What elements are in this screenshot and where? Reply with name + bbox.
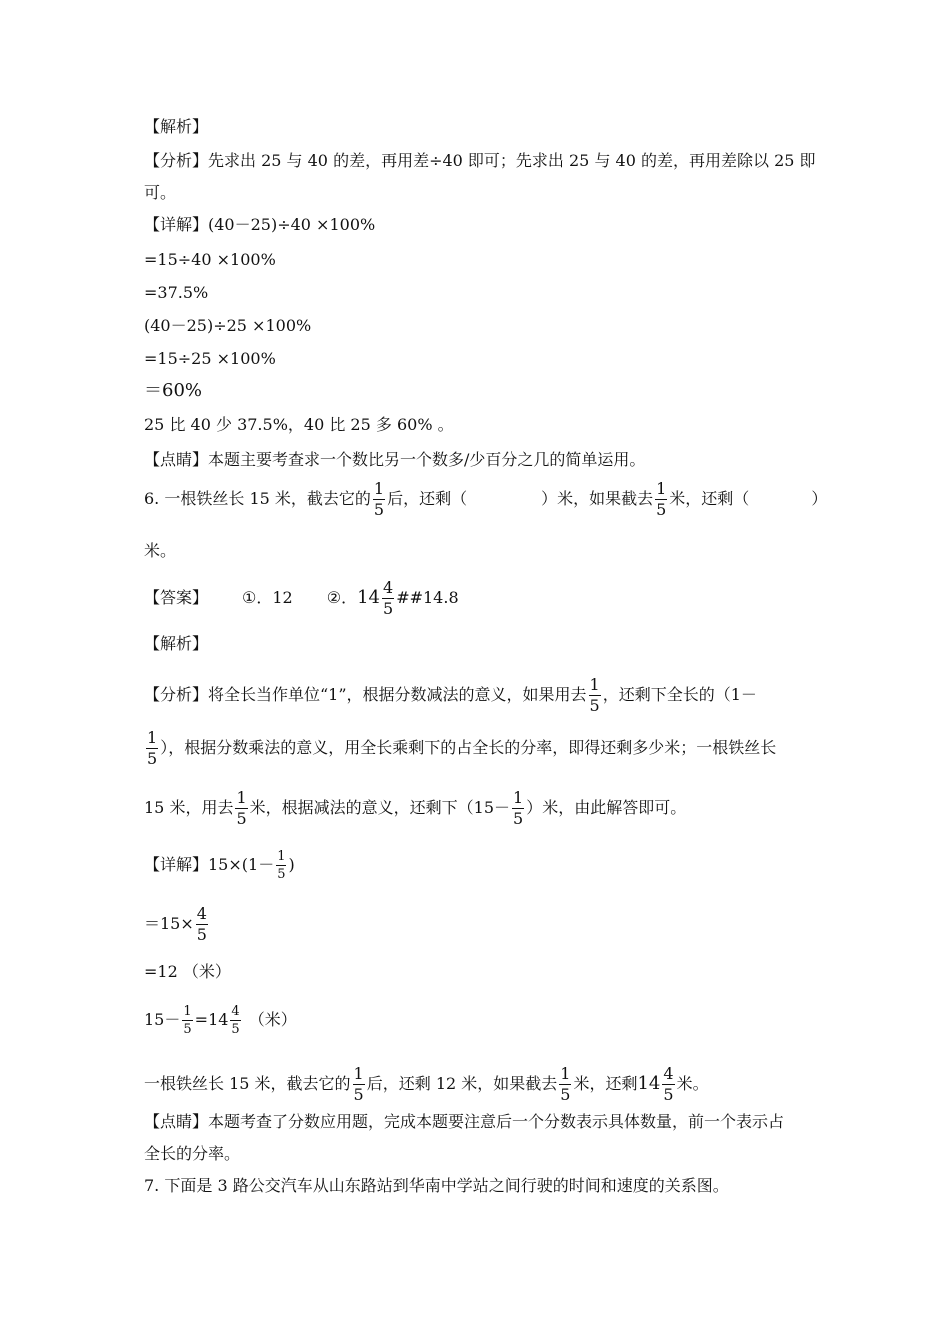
question-6-line-1: 6. 一根铁丝长 15 米，截去它的 $\frac{1}{5}$ 后，还剩（ ）米，如果截去 $\frac{1}{5}$ 米，还剩（ ） <box>144 479 828 519</box>
fraction-one-fifth: $\frac{1}{5}$ <box>236 788 247 828</box>
fraction-four-fifths: $\frac{4}{5}$ <box>196 904 207 944</box>
fraction-four-fifths: $\frac{4}{5}$ <box>231 1004 240 1037</box>
remark-q6-line-2: 全长的分率。 <box>144 1144 241 1163</box>
fraction-one-fifth: $\frac{1}{5}$ <box>183 1004 192 1037</box>
fraction-one-fifth: $\frac{1}{5}$ <box>513 788 524 828</box>
fraction-four-fifths: $\frac{4}{5}$ <box>383 578 394 618</box>
remark-line: 【点睛】本题主要考查求一个数比另一个数多/少百分之几的简单运用。 <box>144 450 646 469</box>
question-7: 7. 下面是 3 路公交汽车从山东路站到华南中学站之间行驶的时间和速度的关系图。 <box>144 1176 729 1195</box>
calc-step-3: (40－25)÷25 ×100% <box>144 316 312 335</box>
fraction-one-fifth: $\frac{1}{5}$ <box>656 479 667 519</box>
fraction-one-fifth: $\frac{1}{5}$ <box>589 675 600 715</box>
analysis-q6-line-3: 15 米，用去 $\frac{1}{5}$ 米，根据减法的意义，还剩下（15－ $\frac{1}{5}$ ）米，由此解答即可。 <box>144 788 687 828</box>
calc-step-4: =15÷25 ×100% <box>144 349 276 368</box>
remark-q6-line-1: 【点睛】本题考查了分数应用题，完成本题要注意后一个分数表示具体数量，前一个表示占 <box>144 1112 785 1131</box>
fraction-one-fifth: $\frac{1}{5}$ <box>147 728 158 768</box>
analysis-q6-line-2: $\frac{1}{5}$ ），根据分数乘法的意义，用全长乘剩下的占全长的分率，即得还剩多少米；一根铁丝长 <box>147 728 777 768</box>
calc-step-1: =15÷40 ×100% <box>144 250 276 269</box>
fraction-four-fifths: $\frac{4}{5}$ <box>663 1064 674 1104</box>
question-6-line-2: 米。 <box>144 541 177 560</box>
fraction-one-fifth: $\frac{1}{5}$ <box>373 479 385 519</box>
detail-line: 【详解】(40－25)÷40 ×100% <box>144 215 376 234</box>
detail-q6-line-2: ＝15× $\frac{4}{5}$ <box>144 904 207 944</box>
conclusion-line: 25 比 40 少 37.5%，40 比 25 多 60% 。 <box>144 415 454 434</box>
detail-q6-line-1: 【详解】15×(1－ $\frac{1}{5}$ ) <box>144 849 295 882</box>
fraction-one-fifth: $\frac{1}{5}$ <box>277 849 286 882</box>
analysis-line-1: 【分析】先求出 25 与 40 的差，再用差÷40 即可；先求出 25 与 40 的差，再用差除以 25 即 <box>144 151 816 170</box>
answer-line: 【答案】 ①．12 ②．14 $\frac{4}{5}$ ##14.8 <box>144 578 459 618</box>
analysis-q6-line-1: 【分析】将全长当作单位“1”，根据分数减法的意义，如果用去 $\frac{1}{5}$ ，还剩下全长的（1－ <box>144 675 757 715</box>
calc-step-5: ＝60% <box>144 380 203 401</box>
calc-step-2: =37.5% <box>144 283 209 302</box>
fraction-one-fifth: $\frac{1}{5}$ <box>353 1064 364 1104</box>
heading-jiexi: 【解析】 <box>144 117 209 136</box>
fraction-one-fifth: $\frac{1}{5}$ <box>560 1064 571 1104</box>
detail-q6-line-3: =12 （米） <box>144 962 231 981</box>
detail-q6-line-4: 15－ $\frac{1}{5}$ =14 $\frac{4}{5}$ （米） <box>144 1004 297 1037</box>
heading-jiexi-q6: 【解析】 <box>144 634 209 653</box>
analysis-line-2: 可。 <box>144 183 177 202</box>
conclusion-q6: 一根铁丝长 15 米，截去它的 $\frac{1}{5}$ 后，还剩 12 米，如果截去 $\frac{1}{5}$ 米，还剩14 $\frac{4}{5}$ 米。 <box>144 1064 709 1104</box>
